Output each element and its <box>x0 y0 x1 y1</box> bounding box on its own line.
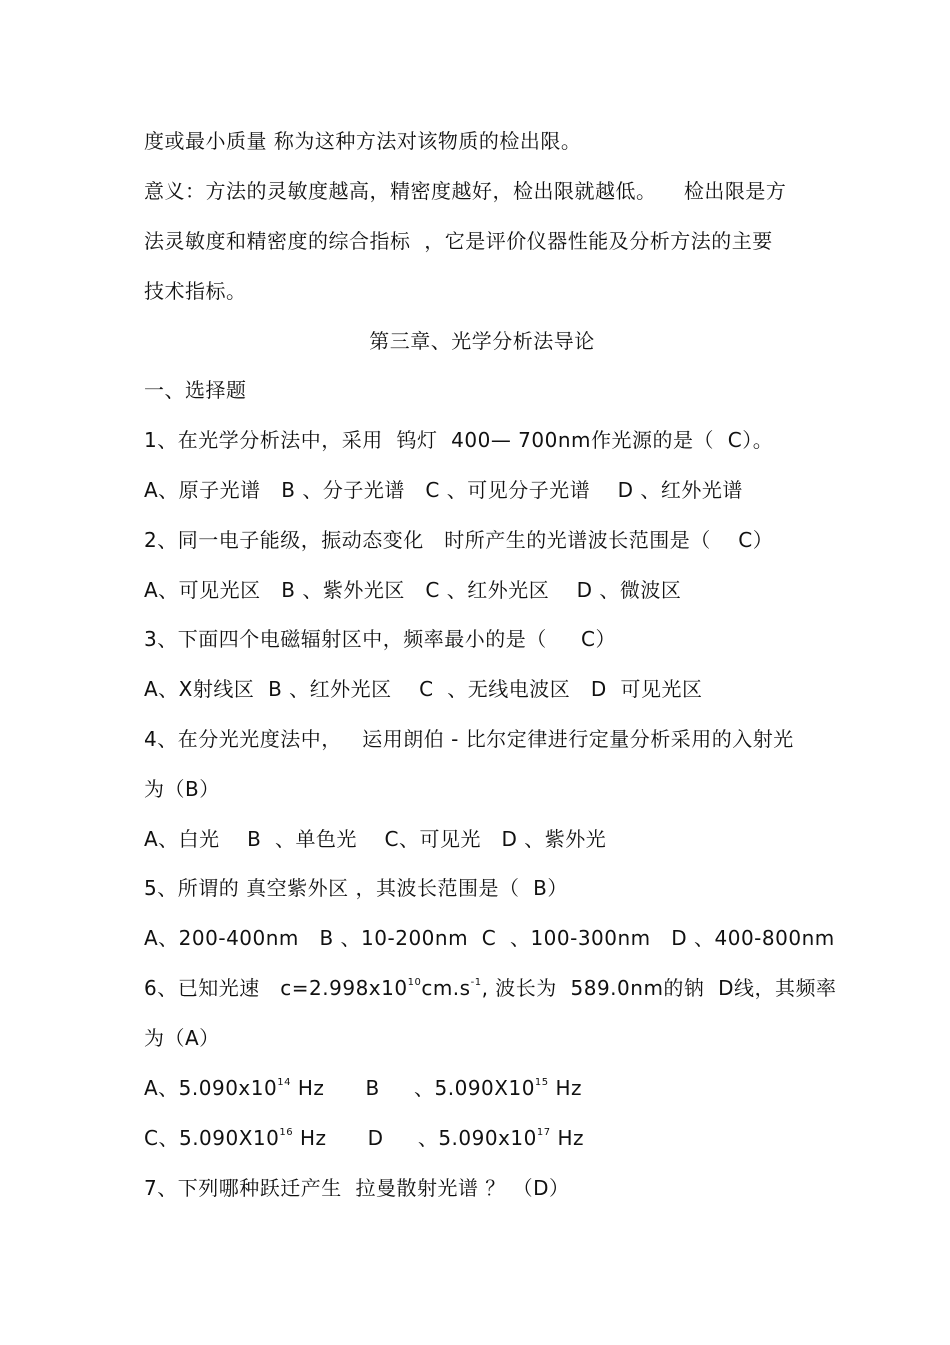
question-6-exponent-2: -1 <box>470 977 482 988</box>
question-6-options-cd <box>144 1123 584 1153</box>
question-5-options: A、200-400nm B 、10-200nm C 、100-300nm D 、400-800nm <box>144 926 835 950</box>
option-b-exponent: 15 <box>534 1077 549 1088</box>
intro-line-1: 度或最小质量 称为这种方法对该物质的检出限。 <box>144 129 582 153</box>
option-d-unit: Hz <box>550 1126 585 1150</box>
intro-line-4: 技术指标。 <box>144 279 247 303</box>
question-6-continued: 为（A） <box>144 1026 220 1050</box>
question-5: 5、所谓的 真空紫外区 ，其波长范围是（ B） <box>144 876 568 900</box>
question-6-exponent-1: 10 <box>407 977 422 988</box>
option-d-exponent: 17 <box>536 1127 551 1138</box>
section-title: 一、选择题 <box>144 378 247 402</box>
question-3: 3、下面四个电磁辐射区中，频率最小的是（ C） <box>144 627 616 651</box>
question-4: 4、在分光光度法中， 运用朗伯 - 比尔定律进行定量分析采用的入射光 <box>144 727 794 751</box>
option-d-text: Hz D 、5.090x10 <box>293 1126 537 1150</box>
question-6-text-mid: cm.s <box>421 976 471 1000</box>
question-7: 7、下列哪种跃迁产生 拉曼散射光谱 ？ （D） <box>144 1176 570 1200</box>
option-a-exponent: 14 <box>277 1077 291 1088</box>
question-3-options: A、X射线区 B 、红外光区 C 、无线电波区 D 可见光区 <box>144 677 703 701</box>
intro-line-2: 意义：方法的灵敏度越高，精密度越好，检出限就越低。 检出限是方 <box>144 179 787 203</box>
option-b-unit: Hz <box>548 1076 583 1100</box>
question-6-options-ab <box>144 1073 582 1103</box>
option-c-exponent: 16 <box>279 1127 294 1138</box>
question-4-options: A、白光 B 、单色光 C、可见光 D 、紫外光 <box>144 827 607 851</box>
option-a-text: A、5.090x10 <box>144 1076 278 1100</box>
question-6-text-post: , 波长为 589.0nm的钠 D线，其频率 <box>481 976 837 1000</box>
option-c-text: C、5.090X10 <box>144 1126 280 1150</box>
question-2: 2、同一电子能级，振动态变化 时所产生的光谱波长范围是（ C） <box>144 528 774 552</box>
option-b-text: Hz B 、5.090X10 <box>290 1076 535 1100</box>
question-1-options: A、原子光谱 B 、分子光谱 C 、可见分子光谱 D 、红外光谱 <box>144 478 743 502</box>
question-4-continued: 为（B） <box>144 777 220 801</box>
chapter-title: 第三章、光学分析法导论 <box>369 329 595 353</box>
intro-line-3: 法灵敏度和精密度的综合指标 ，它是评价仪器性能及分析方法的主要 <box>144 229 773 253</box>
question-6-text-pre: 6、已知光速 c=2.998x10 <box>144 976 408 1000</box>
question-2-options: A、可见光区 B 、紫外光区 C 、红外光区 D 、微波区 <box>144 578 682 602</box>
question-6 <box>144 973 837 1003</box>
question-1: 1、在光学分析法中，采用 钨灯 400— 700nm作光源的是（ C）。 <box>144 428 774 452</box>
